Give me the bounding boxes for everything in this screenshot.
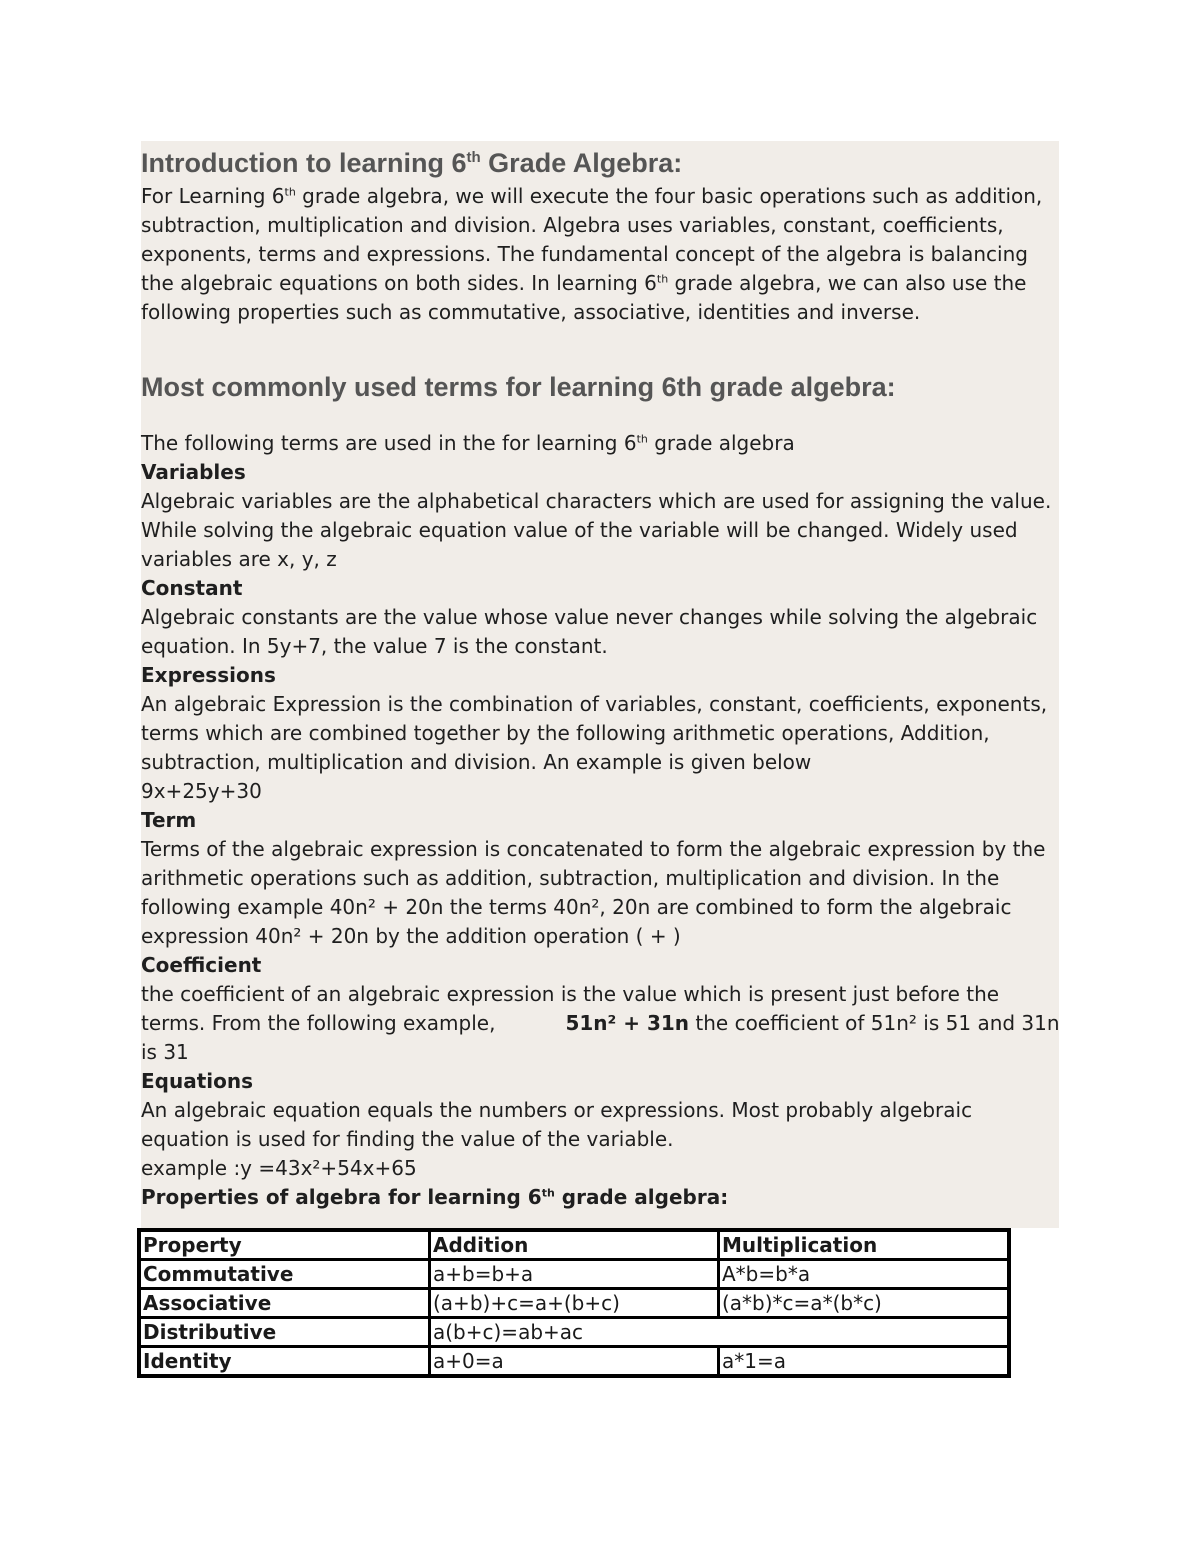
variables-text: Algebraic variables are the alphabetical characters which are used for assigning the value. While solving the algebraic equation value of the variable will be changed. Widely used variables are x, y, z — [141, 489, 1052, 571]
table-row — [139, 1289, 1009, 1318]
properties-heading: Properties of algebra for learning 6th grade algebra: — [141, 1185, 729, 1209]
intro-paragraph: For Learning 6th grade algebra, we will execute the four basic operations such as addition, subtraction, multiplication and division. Algebra uses variables, constant, coefficients, exponents, terms and expressions. The fundamental concept of the algebra is balancing the algebraic equations on both sides. In learning 6th grade algebra, we can also use the following properties such as commutative, associative, identities and inverse. — [141, 184, 1043, 324]
expressions-example: 9x+25y+30 — [141, 779, 262, 803]
table-header-cell: Addition — [430, 1230, 719, 1260]
table-cell: (a+b)+c=a+(b+c) — [430, 1289, 719, 1318]
table-cell: Associative — [139, 1289, 430, 1318]
constant-title: Constant — [141, 576, 243, 600]
terms-heading: Most commonly used terms for learning 6th grade algebra: — [141, 372, 896, 402]
expressions-title: Expressions — [141, 663, 276, 687]
table-header-cell: Property — [139, 1230, 430, 1260]
equations-title: Equations — [141, 1069, 254, 1093]
term-title: Term — [141, 808, 197, 832]
term-text: Terms of the algebraic expression is concatenated to form the algebraic expression by the arithmetic operations such as addition, subtraction, multiplication and division. In the following example 40n² + 20n the terms 40n², 20n are combined to form the algebraic expression 40n² + 20n by the addition operation ( + ) — [141, 837, 1046, 948]
constant-text: Algebraic constants are the value whose value never changes while solving the algebraic equation. In 5y+7, the value 7 is the constant. — [141, 605, 1038, 658]
table-cell: (a*b)*c=a*(b*c) — [719, 1289, 1010, 1318]
table-cell: A*b=b*a — [719, 1260, 1010, 1289]
table-cell: Distributive — [139, 1318, 430, 1347]
variables-title: Variables — [141, 460, 246, 484]
table-cell: Identity — [139, 1347, 430, 1377]
table-header-cell: Multiplication — [719, 1230, 1010, 1260]
equations-text: An algebraic equation equals the numbers or expressions. Most probably algebraic equation is used for finding the value of the variable. — [141, 1098, 973, 1151]
document-body — [141, 144, 1061, 1212]
intro-title: Introduction to learning 6th Grade Algebra: — [141, 148, 683, 178]
table-cell: a+0=a — [430, 1347, 719, 1377]
coefficient-title: Coefficient — [141, 953, 262, 977]
table-header-row — [139, 1230, 1009, 1260]
table-row — [139, 1318, 1009, 1347]
table-row — [139, 1347, 1009, 1377]
coefficient-text: the coefficient of an algebraic expression is the value which is present just before the terms. From the following example, 51n² + 31n the coefficient of 51n² is 51 and 31n is 31 — [141, 982, 1060, 1064]
table-cell: a+b=b+a — [430, 1260, 719, 1289]
equations-example: example :y =43x²+54x+65 — [141, 1156, 417, 1180]
table-cell: Commutative — [139, 1260, 430, 1289]
coefficient-example: 51n² + 31n — [565, 1011, 690, 1035]
table-cell: a*1=a — [719, 1347, 1010, 1377]
properties-table — [137, 1228, 1011, 1378]
table-row — [139, 1260, 1009, 1289]
expressions-text: An algebraic Expression is the combination of variables, constant, coefficients, exponents, terms which are combined together by the following arithmetic operations, Addition, subtraction, multiplication and division. An example is given below — [141, 692, 1048, 774]
table-cell: a(b+c)=ab+ac — [430, 1318, 1010, 1347]
terms-lead: The following terms are used in the for learning 6th grade algebra — [141, 431, 795, 455]
